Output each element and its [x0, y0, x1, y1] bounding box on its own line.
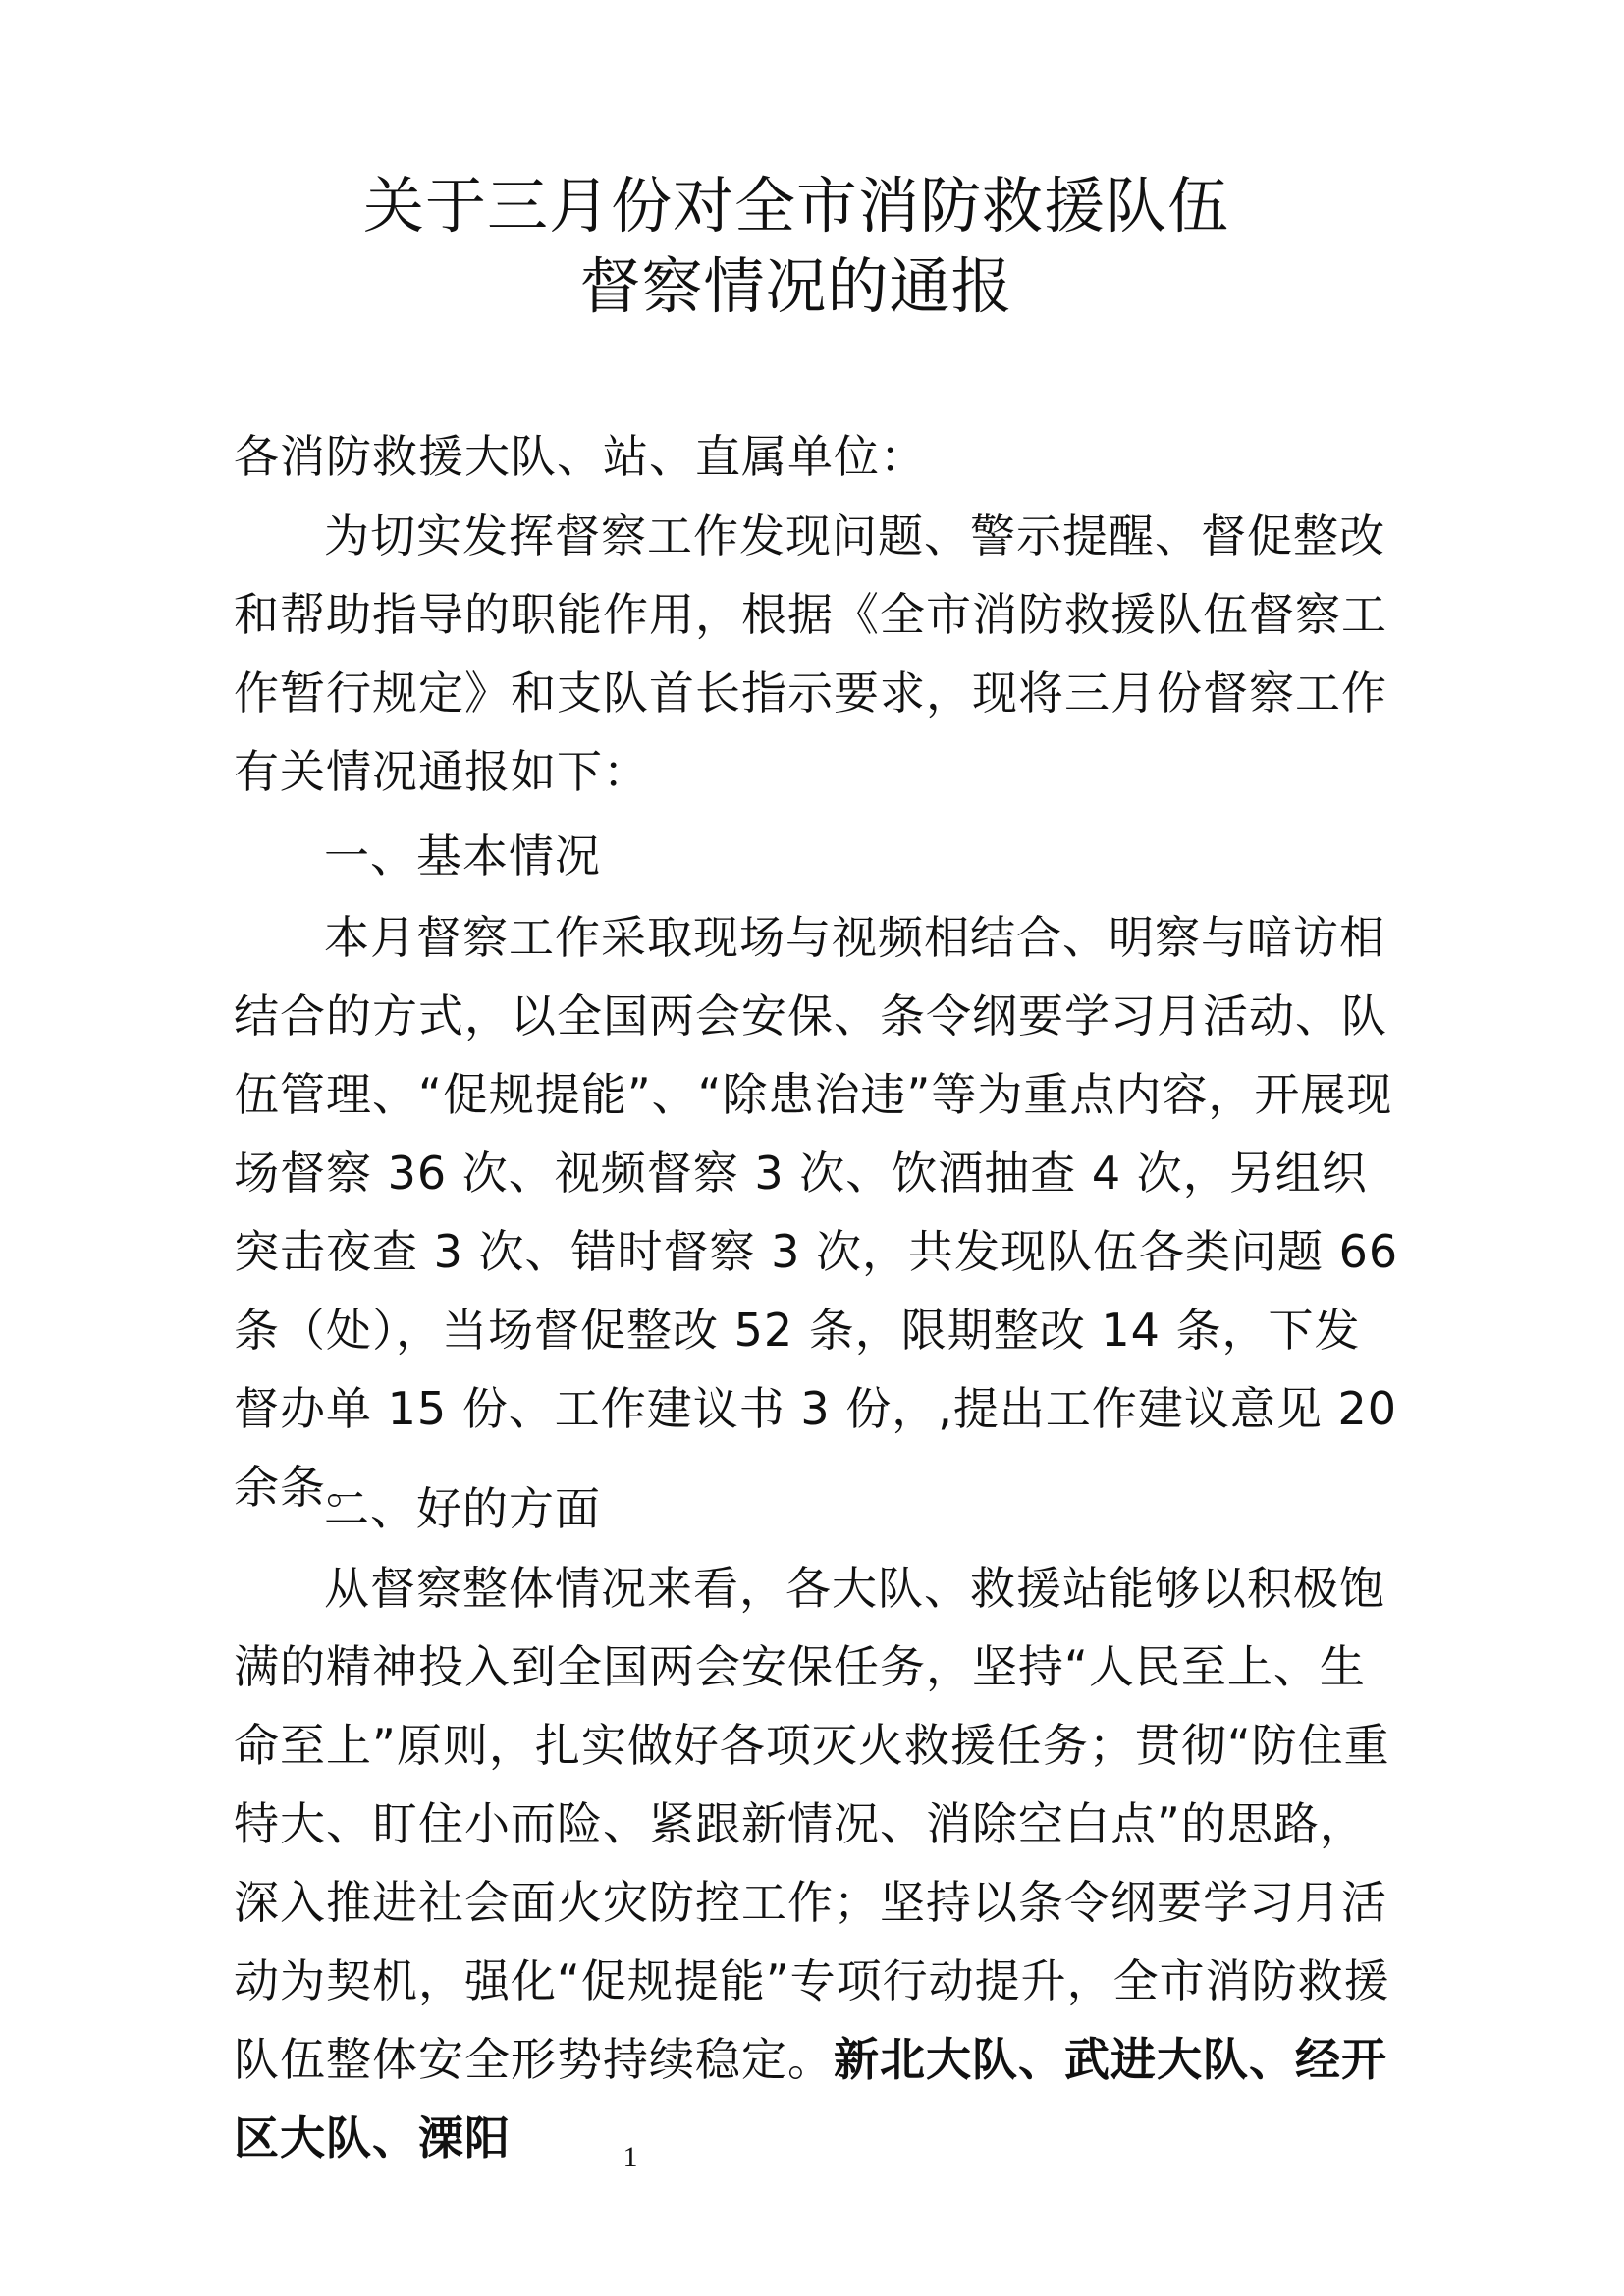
document-title-line-2: 督察情况的通报	[579, 250, 1013, 322]
intro-paragraph: 为切实发挥督察工作发现问题、警示提醒、督促整改和帮助指导的职能作用，根据《全市消防救援队伍督察工作暂行规定》和支队首长指示要求，现将三月份督察工作有关情况通报如下：	[234, 509, 1387, 798]
basic-situation-paragraph: 本月督察工作采取现场与视频相结合、明察与暗访相结合的方式，以全国两会安保、条令纲要学习月活动、队伍管理、“促规提能”、“除患治违”等为重点内容，开展现场督察 36 次、视频督察 3 次、饮酒抽查 4 次，另组织突击夜查 3 次、错时督察 3 次，共发现队伍各类问题 66 条（处），当场督促整改 52 条，限期整改 14 条，下发督办单 15 份、工作建议书 3 份，,提出工作建议意见 20 余条。	[234, 911, 1399, 1514]
section-heading-good-aspects: 二、好的方面	[324, 1482, 601, 1535]
good-aspects-text: 从督察整体情况来看，各大队、救援站能够以积极饱满的精神投入到全国两会安保任务，坚持“人民至上、生命至上”原则，扎实做好各项灭火救援任务；贯彻“防住重特大、盯住小而险、紧跟新情况、消除空白点”的思路，深入推进社会面火灾防控工作；坚持以条令纲要学习月活动为契机，强化“促规提能”专项行动提升，全市消防救援队伍整体安全形势持续稳定。	[234, 1562, 1390, 2086]
good-aspects-paragraph	[234, 1549, 1402, 2177]
document-title-line-1: 关于三月份对全市消防救援队伍	[362, 170, 1229, 241]
good-aspects-bold-units: 新北大队、武进大队、经开区大队、溧阳	[234, 2033, 1387, 2164]
section-heading-basic-situation: 一、基本情况	[324, 829, 601, 882]
salutation: 各消防救援大队、站、直属单位：	[234, 430, 926, 483]
page-number: 1	[623, 2141, 638, 2173]
